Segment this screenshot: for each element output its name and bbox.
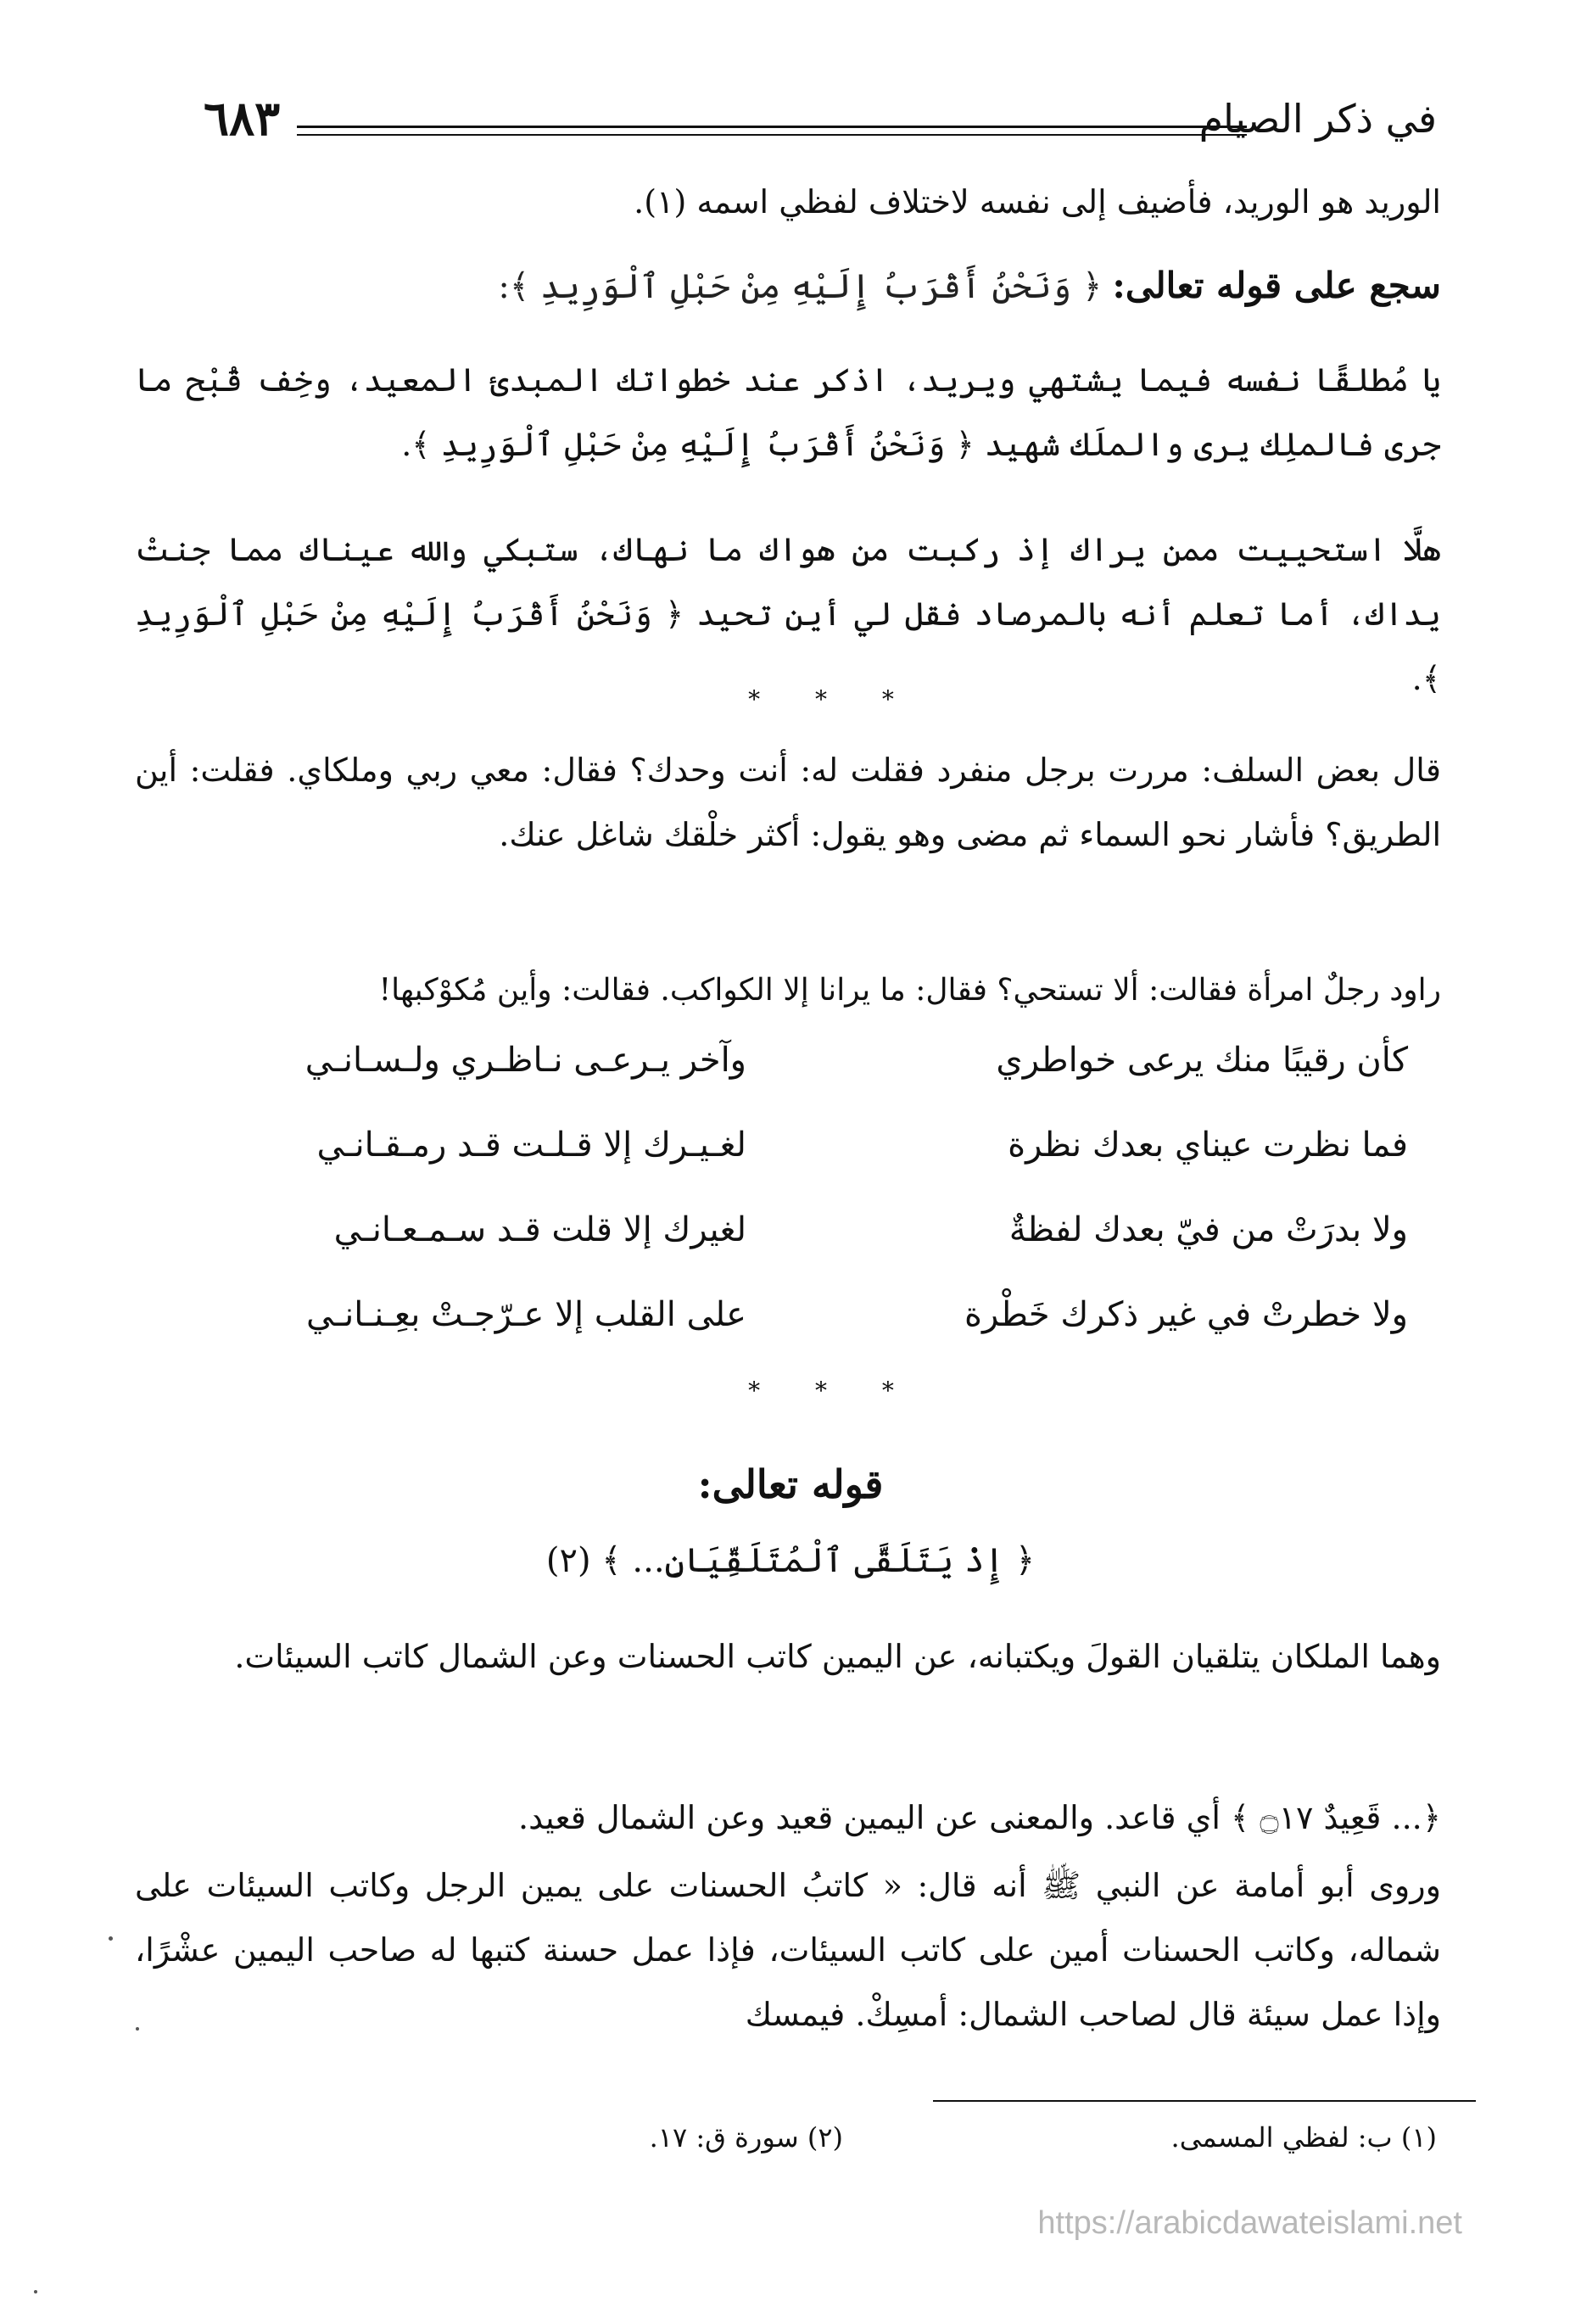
section-verse: ﴿ إِذْ يَتَلَقَّى ٱلْمُتَلَقِّيَانِ... ﴾ (٢) [545, 1541, 1036, 1580]
section-separator: * * * [748, 685, 918, 713]
paragraph-3: هلَّا استحييت ممن يراك إذ ركبت من هواك ما نهاك، ستبكي والله عيناك مما جنتْ يداك، أما تعلم أنه بالمرصاد فقل لي أين تحيد ﴿ وَنَحْنُ أَقْرَبُ إِلَيْهِ مِنْ حَبْلِ ٱلْوَرِيدِ ﴾. [135, 531, 1441, 697]
poem-hemistich-right: فما نظرت عيناي بعدك نظرة [1008, 1126, 1408, 1165]
saj-heading-prefix: سجع على قوله تعالى: [1112, 265, 1441, 306]
saj-heading-verse: ﴿ وَنَحْنُ أَقْرَبُ إِلَيْهِ مِنْ حَبْلِ ٱلْوَرِيدِ ﴾: [498, 267, 1103, 306]
section-title: قوله تعالى: [697, 1461, 884, 1507]
scan-speck [34, 2290, 37, 2293]
section-separator-2: * * * [748, 1377, 918, 1405]
poem [288, 1026, 1408, 1366]
running-title: في ذكر الصيام [1198, 96, 1437, 142]
footnote-1: (١) ب: لفظي المسمى. [1170, 2121, 1437, 2154]
saj-heading [135, 254, 1441, 319]
poem-hemistich-right: ولا بدرَتْ من فيّ بعدك لفظةٌ [1008, 1210, 1408, 1249]
poem-hemistich-left: لغـيـرك إلا قـلـت قـد رمـقـانـي [316, 1126, 746, 1165]
poem-hemistich-right: ولا خطرتْ في غير ذكرك خَطْرة [964, 1295, 1408, 1334]
scan-speck [109, 1936, 113, 1941]
paragraph-8: وروى أبو أمامة عن النبي ﷺ أنه قال: « كاتبُ الحسنات على يمين الرجل وكاتب السيئات على شماله، وكاتب الحسنات أمين على كاتب السيئات، فإذا عمل حسنة كتبها له صاحب اليمين عشْرًا، وإذا عمل سيئة قال لصاحب الشمال: أمسِكْ. فيمسك [135, 1867, 1441, 2033]
poem-verse [288, 1111, 1408, 1196]
paragraph-7: ﴿... قَعِيدٌ ۝١٧ ﴾ أي قاعد. والمعنى عن اليمين قعيد وعن الشمال قعيد. [517, 1799, 1441, 1836]
poem-verse [288, 1196, 1408, 1281]
paragraph-1: الوريد هو الوريد، فأضيف إلى نفسه لاختلاف لفظي اسمه (١). [634, 183, 1441, 221]
header-rule [297, 126, 1247, 128]
paragraph-2: يا مُطلقًا نفسه فيما يشتهي ويريد، اذكر عند خطواتك المبدئ المعيد، وخِف قُبْح ما جرى فالملِك يرى والملَك شهيد ﴿ وَنَحْنُ أَقْرَبُ إِلَيْهِ مِنْ حَبْلِ ٱلْوَرِيدِ ﴾. [135, 361, 1441, 463]
paragraph-5: راود رجلٌ امرأة فقالت: ألا تستحي؟ فقال: ما يرانا إلا الكواكب. فقالت: وأين مُكوْكبها! [378, 973, 1441, 1008]
poem-hemistich-right: كأن رقيبًا منك يرعى خواطري [996, 1041, 1408, 1080]
poem-hemistich-left: على القلب إلا عـرّجـتْ بعِـنـانـي [306, 1295, 746, 1334]
page-number: ٦٨٣ [204, 91, 281, 147]
poem-verse [288, 1026, 1408, 1111]
header-rule-thin [297, 134, 1247, 136]
footnote-rule [933, 2100, 1476, 2102]
footnote-2: (٢) سورة ق: ١٧. [649, 2121, 843, 2154]
scan-speck [136, 2027, 139, 2031]
poem-verse [288, 1281, 1408, 1366]
poem-hemistich-left: وآخر يـرعـى نـاظـري ولـسـانـي [304, 1041, 746, 1080]
poem-hemistich-left: لغيرك إلا قلت قـد سـمـعـانـي [333, 1210, 746, 1249]
paragraph-6: وهما الملكان يتلقيان القولَ ويكتبانه، عن اليمين كاتب الحسنات وعن الشمال كاتب السيئات. [234, 1638, 1441, 1675]
watermark-url: https://arabicdawateislami.net [1037, 2205, 1462, 2241]
paragraph-4: قال بعض السلف: مررت برجل منفرد فقلت له: أنت وحدك؟ فقال: معي ربي وملكاي. فقلت: أين الطريق؟ فأشار نحو السماء ثم مضى وهو يقول: أكثر خلْقك شاغل عنك. [135, 751, 1441, 853]
